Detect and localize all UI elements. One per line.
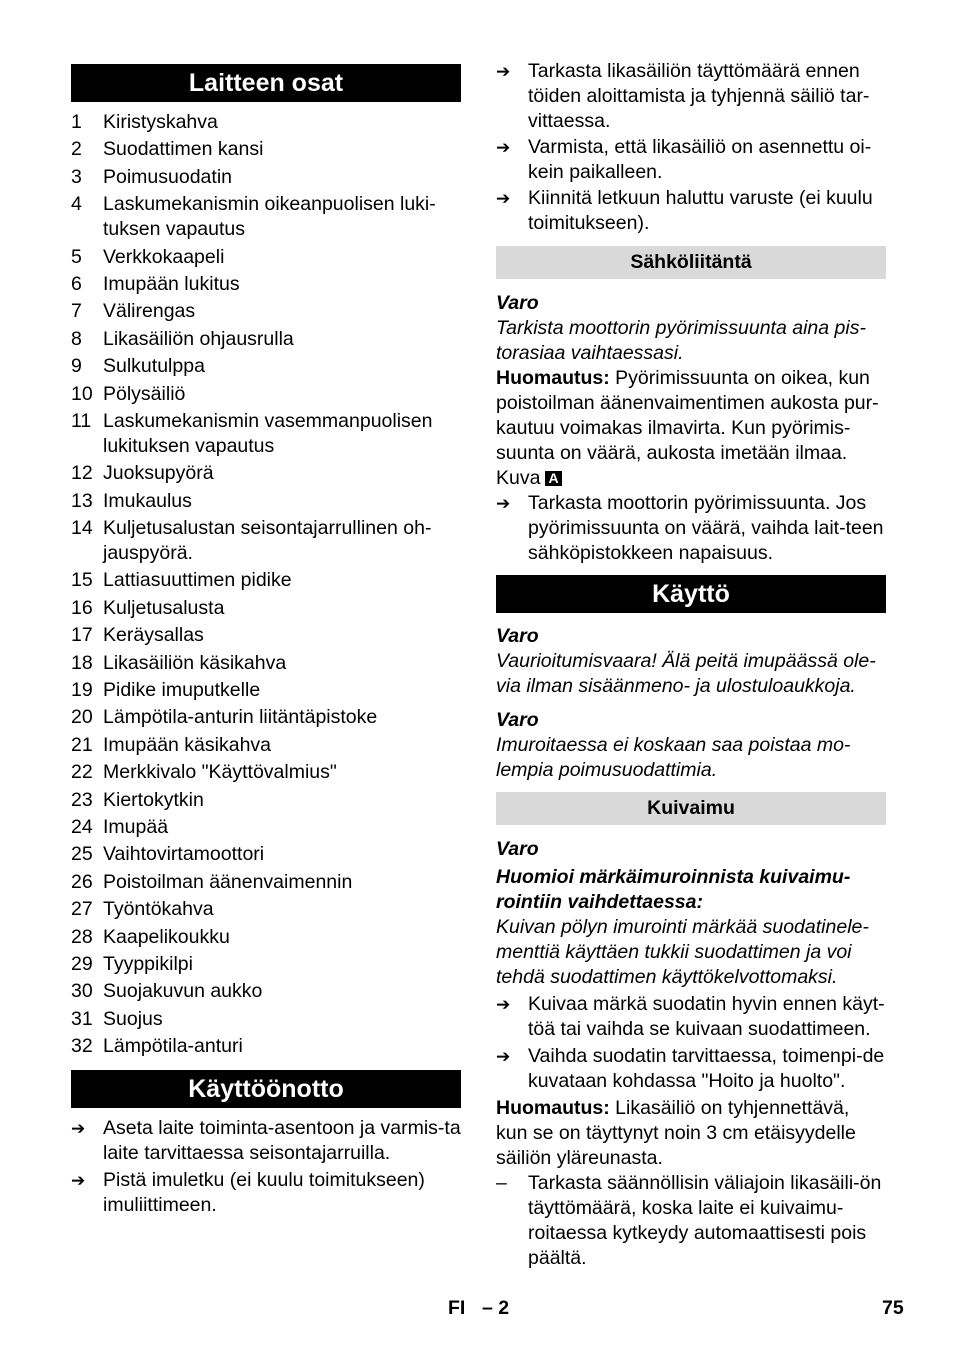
part-name: Vaihtovirtamoottori: [103, 843, 265, 866]
part-number: 24: [71, 815, 93, 838]
parts-list-item: [71, 461, 461, 486]
parts-list-item: [71, 979, 461, 1004]
part-number: 16: [71, 596, 93, 619]
part-number: 6: [71, 272, 82, 295]
parts-list-item: [71, 272, 461, 297]
part-name: Työntökahva: [103, 898, 214, 921]
part-name: Kaapelikoukku: [103, 925, 230, 948]
caution-text: Tarkista moottorin pyörimissuunta aina pis-torasiaa vaihtaessasi.: [496, 317, 866, 364]
part-name: Kuljetusalustan seisontajarrullinen oh-jauspyörä.: [103, 517, 432, 565]
part-number: 7: [71, 300, 82, 323]
parts-list-item: [71, 705, 461, 730]
part-name: Imupään käsikahva: [103, 733, 272, 756]
parts-list-item: [71, 489, 461, 514]
part-number: 2: [71, 138, 82, 161]
parts-list-item: [71, 788, 461, 813]
part-name: Imupää: [103, 815, 169, 838]
step-item: ➔ Vaihda suodatin tarvittaessa, toimenpi-de kuvataan kohdassa "Hoito ja huolto".: [496, 1045, 885, 1092]
parts-list-item: [71, 382, 461, 407]
part-number: 11: [71, 409, 92, 432]
parts-list-item: [71, 568, 461, 593]
part-number: 12: [71, 462, 93, 485]
part-number: 13: [71, 489, 93, 512]
parts-list-item: [71, 354, 461, 379]
part-number: 5: [71, 245, 82, 268]
part-name: Laskumekanismin vasemmanpuolisen lukituksen vapautus: [103, 409, 433, 457]
top-steps: [496, 59, 886, 236]
parts-list-item: [71, 1034, 461, 1059]
part-number: 28: [71, 925, 93, 948]
parts-list: [71, 110, 461, 1059]
figure-label: Kuva: [496, 467, 541, 489]
parts-list-item: [71, 596, 461, 621]
section-heading-sahkoliitanta: Sähköliitäntä: [496, 246, 886, 279]
note-label: Huomautus:: [496, 367, 610, 389]
right-arrow-icon: ➔: [496, 995, 511, 1014]
part-number: 9: [71, 355, 82, 378]
parts-list-item: [71, 192, 461, 242]
part-name: Laskumekanismin oikeanpuolisen luki-tuksen vapautus: [103, 193, 436, 241]
part-number: 32: [71, 1035, 93, 1058]
part-name: Keräysallas: [103, 624, 204, 647]
part-name: Välirengas: [103, 300, 196, 323]
dash-bullet-icon: –: [496, 1172, 507, 1194]
part-name: Poimusuodatin: [103, 165, 232, 188]
parts-list-item: [71, 245, 461, 270]
footer-language: FI: [448, 1297, 466, 1319]
part-number: 3: [71, 165, 82, 188]
part-number: 21: [71, 733, 93, 756]
part-name: Sulkutulppa: [103, 355, 205, 378]
parts-list-item: [71, 733, 461, 758]
parts-list-item: [71, 870, 461, 895]
page-number: 75: [882, 1297, 904, 1319]
part-name: Suodattimen kansi: [103, 138, 264, 161]
right-arrow-icon: ➔: [496, 138, 511, 157]
part-number: 8: [71, 327, 82, 350]
part-name: Likasäiliön ohjausrulla: [103, 327, 294, 350]
part-name: Pidike imuputkelle: [103, 679, 261, 702]
section-heading-kuivaimu: Kuivaimu: [496, 792, 886, 825]
parts-list-item: [71, 651, 461, 676]
caution-label: Varo: [496, 838, 539, 860]
part-number: 27: [71, 898, 93, 921]
parts-list-item: [71, 952, 461, 977]
right-arrow-icon: ➔: [71, 1171, 86, 1191]
footer-section: – 2: [482, 1297, 510, 1319]
part-name: Verkkokaapeli: [103, 245, 225, 268]
step-item: ➔ Tarkasta moottorin pyörimissuunta. Jos pyörimissuunta on väärä, vaihda lait-teen sähköpistokkeen napaisuus.: [496, 492, 884, 564]
part-number: 29: [71, 952, 93, 975]
part-number: 14: [71, 517, 93, 540]
part-number: 15: [71, 569, 93, 592]
part-name: Poistoilman äänenvaimennin: [103, 870, 353, 893]
parts-list-item: [71, 516, 461, 566]
part-name: Juoksupyörä: [103, 462, 214, 485]
step-item: ➔ Aseta laite toiminta-asentoon ja varmis-ta laite tarvittaessa seisontajarruilla.: [71, 1117, 461, 1165]
part-name: Suojus: [103, 1007, 163, 1030]
part-number: 4: [71, 193, 82, 216]
parts-list-item: [71, 925, 461, 950]
step-item: ➔ Tarkasta likasäiliön täyttömäärä ennen töiden aloittamista ja tyhjennä säiliö tar-vittaessa.: [496, 60, 870, 132]
figure-letter-badge: A: [545, 471, 561, 486]
caution-bold-text: Huomioi märkäimuroinnista kuivaimu-rointiin vaihdettaessa:: [496, 866, 851, 913]
caution-label: Varo: [496, 292, 539, 314]
figure-reference: [496, 466, 886, 491]
part-number: 20: [71, 706, 93, 729]
note-label: Huomautus:: [496, 1097, 610, 1119]
part-name: Pölysäiliö: [103, 382, 186, 405]
parts-list-item: [71, 623, 461, 648]
part-number: 26: [71, 870, 93, 893]
part-number: 10: [71, 382, 93, 405]
step-item: ➔ Kiinnitä letkuun haluttu varuste (ei kuulu toimitukseen).: [496, 187, 873, 234]
right-arrow-icon: ➔: [71, 1119, 86, 1139]
part-number: 22: [71, 761, 93, 784]
right-arrow-icon: ➔: [496, 494, 511, 513]
part-number: 31: [71, 1007, 93, 1030]
right-arrow-icon: ➔: [496, 189, 511, 208]
parts-list-item: [71, 110, 461, 135]
section-heading-kayttoonotto: Käyttöönotto: [71, 1070, 461, 1108]
part-number: 25: [71, 843, 93, 866]
part-name: Imupään lukitus: [103, 272, 240, 295]
part-name: Kuljetusalusta: [103, 596, 225, 619]
caution-label: Varo: [496, 709, 539, 731]
part-name: Imukaulus: [103, 489, 192, 512]
step-item: ➔ Kuivaa märkä suodatin hyvin ennen käyt-töä tai vaihda se kuivaan suodattimeen.: [496, 993, 885, 1040]
left-column: [71, 64, 461, 1218]
note-text: Likasäiliö on tyhjennettävä, kun se on täyttynyt noin 3 cm etäisyydelle säiliön yläreunasta.: [496, 1097, 856, 1169]
parts-list-item: [71, 760, 461, 785]
part-name: Likasäiliön käsikahva: [103, 651, 287, 674]
parts-list-item: [71, 897, 461, 922]
note-text: Pyörimissuunta on oikea, kun poistoilman äänenvaimentimen aukosta pur-kautuu voimakas ilmavirta. Kun pyörimis-suunta on väärä, aukosta imetään ilmaa.: [496, 367, 879, 464]
parts-list-item: [71, 299, 461, 324]
parts-list-item: [71, 815, 461, 840]
part-name: Suojakuvun aukko: [103, 980, 263, 1003]
parts-list-item: [71, 327, 461, 352]
right-column: [496, 59, 886, 1271]
caution-text: Kuivan pölyn imurointi märkää suodatinele-menttiä käyttäen tukkii suodattimen ja voi tehdä suodattimen käyttökelvottomaksi.: [496, 916, 869, 988]
right-arrow-icon: ➔: [496, 62, 511, 81]
part-number: 18: [71, 651, 93, 674]
parts-list-item: [71, 1007, 461, 1032]
kayttoonotto-steps: [71, 1116, 461, 1218]
part-name: Merkkivalo "Käyttövalmius": [103, 761, 337, 784]
right-arrow-icon: ➔: [496, 1047, 511, 1066]
parts-list-item: [71, 137, 461, 162]
part-number: 17: [71, 624, 93, 647]
part-number: 19: [71, 679, 93, 702]
caution-text: Vaurioitumisvaara! Älä peitä imupäässä ole-via ilman sisäänmeno- ja ulostuloaukkoja.: [496, 650, 876, 697]
part-number: 30: [71, 980, 93, 1003]
step-item: ➔ Varmista, että likasäiliö on asennettu oi-kein paikalleen.: [496, 136, 872, 183]
caution-label: Varo: [496, 625, 539, 647]
parts-list-item: [71, 842, 461, 867]
step-item: ➔ Pistä imuletku (ei kuulu toimitukseen) imuliittimeen.: [71, 1169, 425, 1217]
part-name: Lämpötila-anturin liitäntäpistoke: [103, 706, 378, 729]
part-name: Lämpötila-anturi: [103, 1035, 243, 1058]
part-number: 23: [71, 788, 93, 811]
note-paragraph: [496, 366, 886, 466]
dash-list-item: – Tarkasta säännöllisin väliajoin likasäili-ön täyttömäärä, koska laite ei kuivaimu-roitaessa kytkeydy automaattisesti pois päältä.: [496, 1172, 882, 1269]
parts-list-item: [71, 678, 461, 703]
section-heading-kaytto: Käyttö: [496, 575, 886, 613]
part-number: 1: [71, 111, 82, 133]
part-name: Tyyppikilpi: [103, 952, 193, 975]
part-name: Kiertokytkin: [103, 788, 204, 811]
caution-text: Imuroitaessa ei koskaan saa poistaa mo-lempia poimusuodattimia.: [496, 734, 851, 781]
section-heading-laitteen-osat: Laitteen osat: [71, 64, 461, 102]
part-name: Kiristyskahva: [103, 111, 218, 133]
part-name: Lattiasuuttimen pidike: [103, 569, 292, 592]
note-paragraph: [496, 1096, 886, 1171]
parts-list-item: [71, 165, 461, 190]
parts-list-item: [71, 409, 461, 459]
